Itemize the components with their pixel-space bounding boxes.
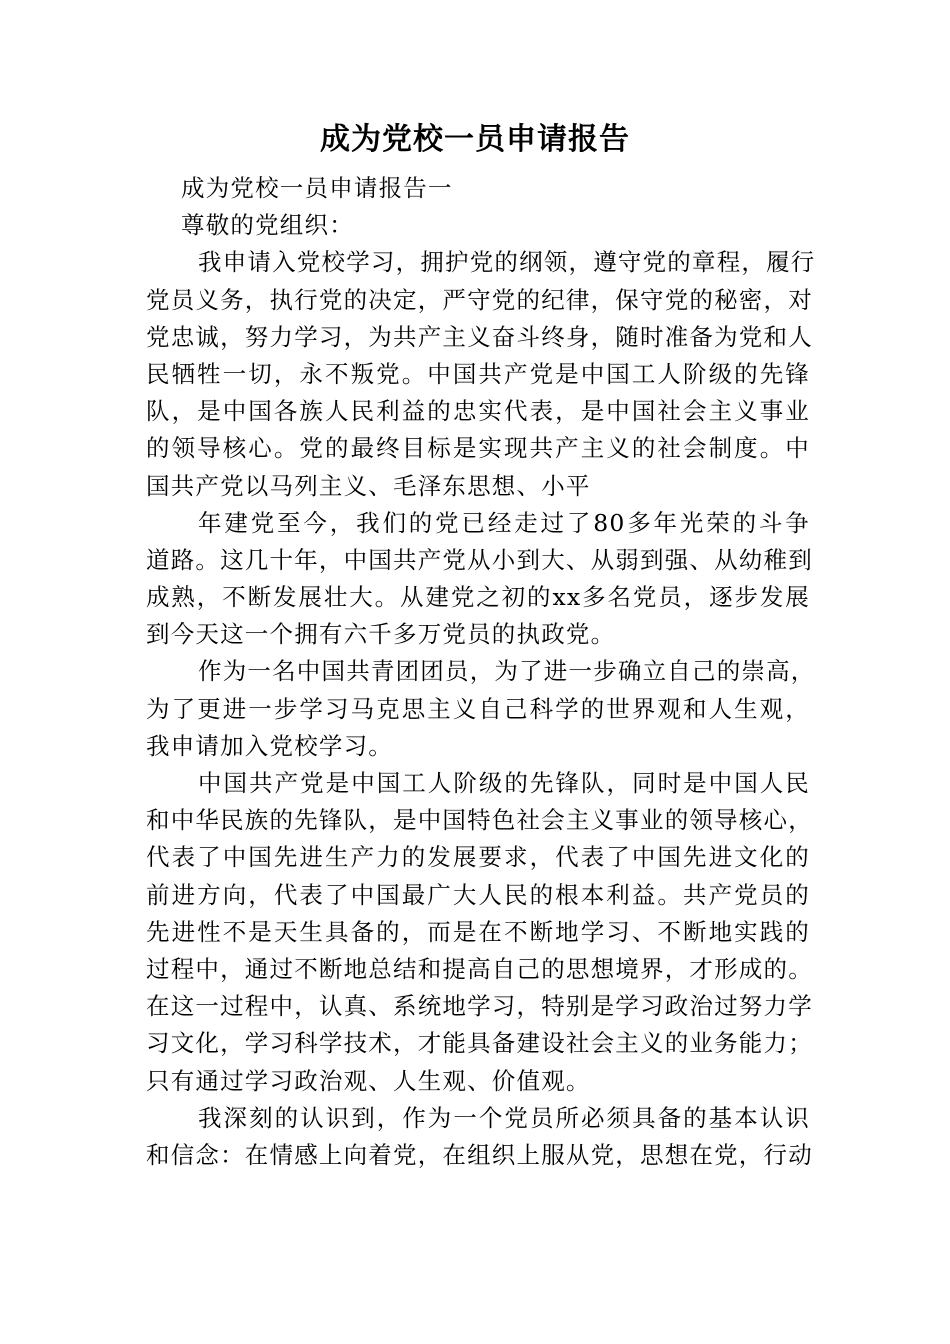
paragraph-line: 我申请入党校学习，拥护党的纲领，遵守党的章程，履行 xyxy=(198,248,816,277)
paragraph-line: 成熟，不断发展壮大。从建党之初的xx多名党员，逐步发展 xyxy=(146,583,810,612)
paragraph-line: 先进性不是天生具备的，而是在不断地学习、不断地实践的 xyxy=(146,917,810,946)
paragraph-line: 和信念：在情感上向着党，在组织上服从党，思想在党，行动 xyxy=(146,1140,813,1169)
paragraph-line: 和中华民族的先锋队，是中国特色社会主义事业的领导核心， xyxy=(146,806,813,835)
paragraph-line: 我深刻的认识到，作为一个党员所必须具备的基本认识 xyxy=(198,1103,810,1132)
document-body xyxy=(146,170,816,1174)
paragraph-line: 作为一名中国共青团团员，为了进一步确立自己的崇高， xyxy=(198,657,816,686)
paragraph-line: 党员义务，执行党的决定，严守党的纪律，保守党的秘密，对 xyxy=(146,285,813,314)
paragraph-line: 道路。这几十年，中国共产党从小到大、从弱到强、从幼稚到 xyxy=(146,545,813,574)
paragraph-line: 前进方向，代表了中国最广大人民的根本利益。共产党员的 xyxy=(146,880,810,909)
paragraph-line: 年建党至今，我们的党已经走过了80多年光荣的斗争 xyxy=(198,508,810,537)
paragraph-line: 的领导核心。党的最终目标是实现共产主义的社会制度。中 xyxy=(146,434,810,463)
document-title: 成为党校一员申请报告 xyxy=(320,122,630,157)
paragraph-line: 党忠诚，努力学习，为共产主义奋斗终身，随时准备为党和人 xyxy=(146,322,813,351)
subtitle-line: 成为党校一员申请报告一 xyxy=(181,174,453,202)
paragraph-line: 过程中，通过不断地总结和提高自己的思想境界，才形成的。 xyxy=(146,954,813,983)
paragraph-line: 只有通过学习政治观、人生观、价值观。 xyxy=(146,1066,591,1095)
paragraph-line: 为了更进一步学习马克思主义自己科学的世界观和人生观， xyxy=(146,694,810,723)
paragraph-line: 代表了中国先进生产力的发展要求，代表了中国先进文化的 xyxy=(146,843,810,872)
paragraph-line: 我申请加入党校学习。 xyxy=(146,731,393,760)
salutation-line: 尊敬的党组织： xyxy=(181,211,354,240)
paragraph-line: 在这一过程中，认真、系统地学习，特别是学习政治过努力学 xyxy=(146,992,813,1021)
paragraph-line: 中国共产党是中国工人阶级的先锋队，同时是中国人民 xyxy=(198,769,810,797)
paragraph-line: 民牺牲一切，永不叛党。中国共产党是中国工人阶级的先锋 xyxy=(146,359,810,388)
paragraph-line: 队，是中国各族人民利益的忠实代表，是中国社会主义事业 xyxy=(146,397,810,426)
paragraph-line: 习文化，学习科学技术，才能具备建设社会主义的业务能力； xyxy=(146,1029,813,1058)
paragraph-line: 国共产党以马列主义、毛泽东思想、小平 xyxy=(146,471,591,500)
paragraph-line: 到今天这一个拥有六千多万党员的执政党。 xyxy=(146,620,616,649)
